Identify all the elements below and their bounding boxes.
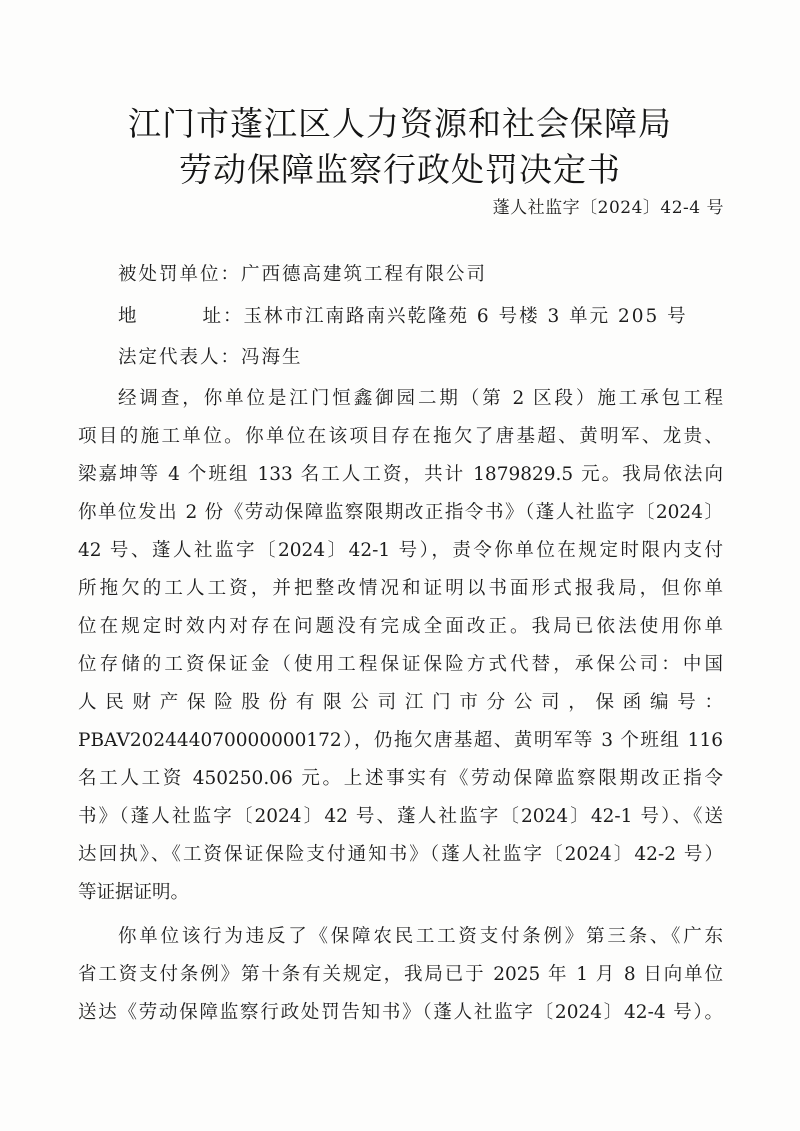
paragraph-1-line: 42 号、蓬人社监字〔2024〕42-1 号），责令你单位在规定时限内支付 bbox=[78, 540, 723, 561]
document-number: 蓬人社监字〔2024〕42-4 号 bbox=[492, 198, 724, 218]
legal-representative-label: 法定代表人： bbox=[118, 347, 242, 368]
paragraph-1-line: 位在规定时效内对存在问题没有完成全面改正。我局已依法使用你单 bbox=[78, 616, 723, 637]
paragraph-1-line: 位存储的工资保证金（使用工程保证保险方式代替，承保公司：中国 bbox=[78, 654, 723, 675]
legal-representative-value: 冯海生 bbox=[241, 347, 303, 368]
agency-title: 江门市蓬江区人力资源和社会保障局 bbox=[128, 104, 672, 143]
paragraph-1-line: 梁嘉坤等 4 个班组 133 名工人工资，共计 1879829.5 元。我局依法向 bbox=[78, 464, 723, 485]
penalized-unit-label: 被处罚单位： bbox=[118, 264, 242, 285]
paragraph-1-line: 等证据证明。 bbox=[78, 882, 190, 903]
paragraph-1-line: 书》（蓬人社监字〔2024〕42 号、蓬人社监字〔2024〕42-1 号）、《送 bbox=[78, 806, 723, 827]
paragraph-1-line: 所拖欠的工人工资，并把整改情况和证明以书面形式报我局，但你单 bbox=[78, 578, 723, 599]
paragraph-1-line: 人民财产保险股份有限公司江门市分公司，保函编号： bbox=[78, 692, 723, 713]
penalized-unit-row bbox=[118, 260, 763, 286]
paragraph-2-line: 送达《劳动保障监察行政处罚告知书》（蓬人社监字〔2024〕42-4 号）。 bbox=[78, 1002, 723, 1023]
paragraph-1-line: 你单位发出 2 份《劳动保障监察限期改正指令书》（蓬人社监字〔2024〕 bbox=[78, 502, 723, 523]
paragraph-2-line: 你单位该行为违反了《保障农民工工资支付条例》第三条、《广东 bbox=[118, 926, 723, 947]
document-title: 劳动保障监察行政处罚决定书 bbox=[179, 150, 621, 189]
paragraph-2-line: 省工资支付条例》第十条有关规定，我局已于 2025 年 1 月 8 日向单位 bbox=[78, 964, 723, 985]
paragraph-1-line: 名工人工资 450250.06 元。上述事实有《劳动保障监察限期改正指令 bbox=[78, 768, 723, 789]
penalized-unit-value: 广西德高建筑工程有限公司 bbox=[241, 264, 488, 285]
paragraph-1-line: PBAV202444070000000172），仍拖欠唐基超、黄明军等 3 个班组 116 bbox=[78, 730, 723, 751]
address-label-b: 址： bbox=[202, 306, 244, 327]
address-label-a: 地 bbox=[118, 306, 139, 327]
paragraph-1-line: 达回执》、《工资保证保险支付通知书》（蓬人社监字〔2024〕42-2 号） bbox=[78, 844, 723, 865]
paragraph-1-line: 项目的施工单位。你单位在该项目存在拖欠了唐基超、黄明军、龙贵、 bbox=[78, 426, 723, 447]
address-value: 玉林市江南路南兴乾隆苑 6 号楼 3 单元 205 号 bbox=[243, 306, 688, 327]
paragraph-1-line: 经调查，你单位是江门恒鑫御园二期（第 2 区段）施工承包工程 bbox=[118, 388, 723, 409]
legal-representative-row bbox=[118, 343, 763, 369]
address-row bbox=[118, 302, 763, 328]
